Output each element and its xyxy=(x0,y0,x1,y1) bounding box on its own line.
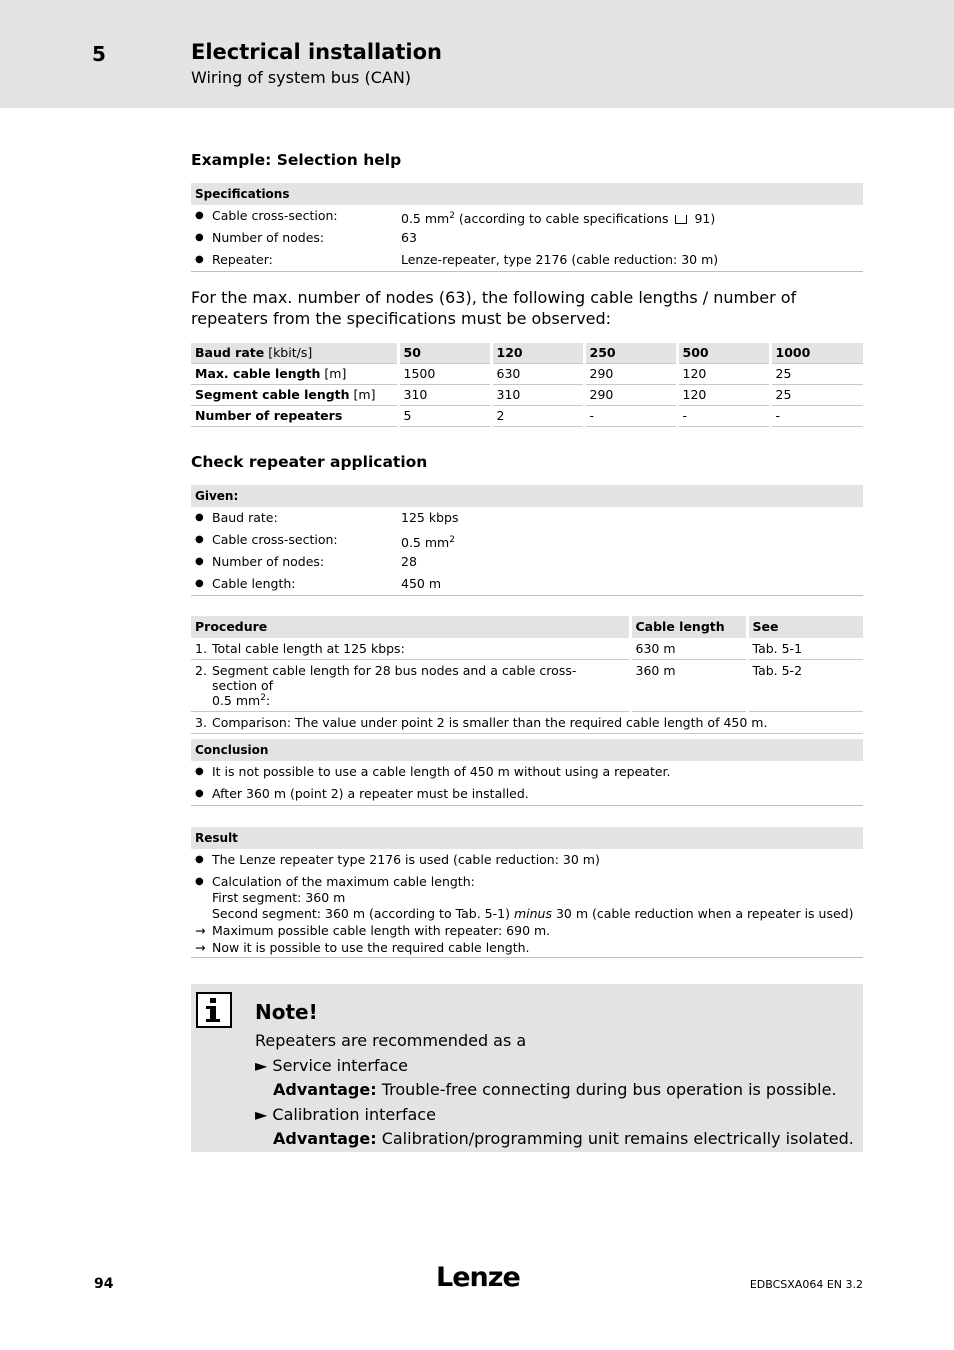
table-row xyxy=(191,385,863,406)
chapter-number: 5 xyxy=(92,42,106,66)
arrow-right-icon: → xyxy=(195,940,206,955)
procedure-step: 3. Comparison: The value under point 2 is smaller than the required cable length of 450 m. xyxy=(191,712,863,734)
table-row xyxy=(191,660,863,712)
table-cell: 5 xyxy=(398,406,491,427)
specifications-box xyxy=(191,183,863,272)
bullet-icon: ● xyxy=(195,512,204,523)
bullet-icon: ● xyxy=(195,556,204,567)
spec-value: 63 xyxy=(401,230,417,245)
given-box xyxy=(191,485,863,596)
given-row xyxy=(191,573,863,595)
result-arrow-item: → Maximum possible cable length with repeater: 690 m. xyxy=(195,923,551,938)
column-header: Procedure xyxy=(191,616,630,638)
table-cell: - xyxy=(770,406,863,427)
row-header: Max. cable length [m] xyxy=(191,364,398,385)
given-value: 28 xyxy=(401,554,417,569)
spec-label: Cable cross-section: xyxy=(212,208,338,223)
conclusion-item: ● After 360 m (point 2) a repeater must be installed. xyxy=(191,783,863,805)
spec-value: Lenze-repeater, type 2176 (cable reduction: 30 m) xyxy=(401,252,719,267)
table-cell: 2 xyxy=(491,406,584,427)
bullet-icon: ● xyxy=(195,210,204,221)
given-value: 125 kbps xyxy=(401,510,459,525)
spec-row xyxy=(191,205,863,227)
info-icon xyxy=(196,992,232,1028)
table-cell: Tab. 5-2 xyxy=(747,660,863,712)
lenze-logo: Lenze xyxy=(436,1262,520,1293)
table-cell: 120 xyxy=(677,385,770,406)
table-row xyxy=(191,406,863,427)
table-cell: 630 xyxy=(491,364,584,385)
baud-rate-table xyxy=(191,343,863,427)
table-row xyxy=(191,343,863,364)
result-title: Result xyxy=(191,827,863,849)
bullet-icon: ● xyxy=(195,766,204,777)
spec-label: Repeater: xyxy=(212,252,273,267)
table-cell: 360 m xyxy=(630,660,747,712)
given-row xyxy=(191,551,863,573)
table-cell: 290 xyxy=(584,364,677,385)
result-box xyxy=(191,827,863,958)
given-label: Baud rate: xyxy=(212,510,278,525)
table-cell: 1000 xyxy=(770,343,863,364)
bullet-icon: ● xyxy=(195,254,204,265)
table-cell: 120 xyxy=(491,343,584,364)
document-id: EDBCSXA064 EN 3.2 xyxy=(749,1278,863,1291)
conclusion-title: Conclusion xyxy=(191,739,863,761)
intro-paragraph: For the max. number of nodes (63), the following cable lengths / number of repeaters from the specifications must be observed: xyxy=(191,288,797,328)
check-heading: Check repeater application xyxy=(191,453,428,471)
table-cell: 250 xyxy=(584,343,677,364)
selection-heading: Example: Selection help xyxy=(191,151,402,169)
spec-value: 0.5 $mm^2$ (according to cable specifications 91) xyxy=(401,211,716,227)
table-cell: 630 m xyxy=(630,638,747,660)
result-item: ● The Lenze repeater type 2176 is used (cable reduction: 30 m) xyxy=(191,849,863,871)
result-arrow-item: → Now it is possible to use the required cable length. xyxy=(195,940,530,955)
spec-row xyxy=(191,227,863,249)
given-row xyxy=(191,529,863,551)
row-header: Baud rate [kbit/s] xyxy=(191,343,398,364)
row-header: Segment cable length [m] xyxy=(191,385,398,406)
spec-label: Number of nodes: xyxy=(212,230,325,245)
bullet-icon: ● xyxy=(195,876,204,887)
table-row xyxy=(191,712,863,734)
table-cell: Tab. 5-1 xyxy=(747,638,863,660)
column-header: See xyxy=(747,616,863,638)
given-value: 450 m xyxy=(401,576,442,591)
bullet-icon: ● xyxy=(195,854,204,865)
given-label: Cable length: xyxy=(212,576,296,591)
given-row xyxy=(191,507,863,529)
table-cell: 25 xyxy=(770,385,863,406)
given-label: Number of nodes: xyxy=(212,554,325,569)
table-cell: - xyxy=(584,406,677,427)
book-icon xyxy=(675,215,687,224)
triangle-right-icon: ► xyxy=(255,1055,268,1075)
bullet-icon: ● xyxy=(195,578,204,589)
chapter-title: Electrical installation xyxy=(191,40,442,64)
given-title: Given: xyxy=(191,485,863,507)
specifications-title: Specifications xyxy=(191,183,863,205)
table-cell: 50 xyxy=(398,343,491,364)
bullet-icon: ● xyxy=(195,788,204,799)
table-cell: 25 xyxy=(770,364,863,385)
note-text: Repeaters are recommended as a ► Service interface Advantage: Trouble-free connecting during bus operation is possible. ► Calibration interface Advantage: Calibration/programming unit remains electrically isolated. xyxy=(255,1031,854,1148)
table-cell: 1500 xyxy=(398,364,491,385)
note-title: Note! xyxy=(255,1000,318,1024)
procedure-step: 2. Segment cable length for 28 bus nodes and a cable cross-section of 0.5 $mm^2$: xyxy=(191,660,630,712)
given-label: Cable cross-section: xyxy=(212,532,338,547)
procedure-step: 1. Total cable length at 125 kbps: xyxy=(191,638,630,660)
table-cell: 120 xyxy=(677,364,770,385)
result-item: ● Calculation of the maximum cable length: First segment: 360 m Second segment: 360 m (according to Tab. 5-1) minus 30 m (cable reduction when a repeater is used) xyxy=(195,874,854,921)
arrow-right-icon: → xyxy=(195,923,206,938)
table-cell: 310 xyxy=(491,385,584,406)
procedure-table xyxy=(191,616,863,734)
given-value: 0.5 $mm^2$ xyxy=(401,535,455,551)
conclusion-item: ● It is not possible to use a cable length of 450 m without using a repeater. xyxy=(191,761,863,783)
table-row xyxy=(191,364,863,385)
page-header xyxy=(0,0,954,108)
triangle-right-icon: ► xyxy=(255,1104,268,1124)
conclusion-box xyxy=(191,739,863,806)
row-header: Number of repeaters xyxy=(191,406,398,427)
table-cell: - xyxy=(677,406,770,427)
chapter-subtitle: Wiring of system bus (CAN) xyxy=(191,68,412,87)
spec-row xyxy=(191,249,863,271)
page-number: 94 xyxy=(94,1276,114,1292)
column-header: Cable length xyxy=(630,616,747,638)
bullet-icon: ● xyxy=(195,232,204,243)
table-cell: 310 xyxy=(398,385,491,406)
note-box xyxy=(191,984,863,1152)
bullet-icon: ● xyxy=(195,534,204,545)
table-cell: 290 xyxy=(584,385,677,406)
table-cell: 500 xyxy=(677,343,770,364)
table-header-row xyxy=(191,616,863,638)
table-row xyxy=(191,638,863,660)
